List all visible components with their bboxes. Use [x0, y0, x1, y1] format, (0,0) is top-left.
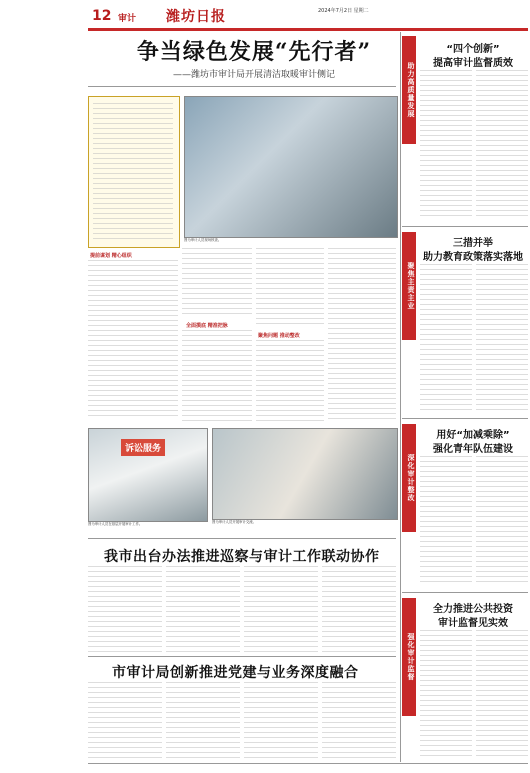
right-article3-col2: [476, 456, 528, 586]
right-tab-4: 强化审计监督: [402, 598, 416, 716]
right-article3-title: 用好“加减乘除”: [436, 430, 510, 441]
footer-rule: [88, 763, 528, 764]
bottom-article1-col4: [322, 566, 396, 652]
photo-audit-inspection: [184, 96, 398, 238]
litigation-service-sign: 诉讼服务: [121, 439, 165, 456]
right-article4-col1: [420, 630, 472, 760]
right-tab-3: 深化审计整改: [402, 424, 416, 532]
right-article1-col1: [420, 70, 472, 220]
right-article2-title: 三措并举: [453, 238, 493, 249]
section-heading-2: 全面摸底 精准把脉: [186, 323, 228, 329]
bottom-article2-col3: [244, 682, 318, 762]
article-column-2a: [182, 248, 252, 318]
divider: [88, 656, 396, 657]
right-article2-col1: [420, 264, 472, 414]
photo2-caption: 图为审计人员在基层开展审计工作。: [88, 522, 143, 526]
article-column-3a: [256, 248, 324, 328]
bottom-article2-title: 市审计局创新推进党建与业务深度融合: [112, 665, 359, 681]
page-header: [0, 0, 530, 30]
right-article4-subtitle: 审计监督见实效: [438, 618, 508, 629]
section-heading-3: 聚焦问题 推动整改: [258, 333, 300, 339]
article-column-2b: [182, 330, 252, 422]
right-article3-subtitle: 强化青年队伍建设: [433, 444, 513, 455]
right-article1-title: “四个创新”: [446, 44, 500, 55]
photo3-caption: 图为审计人员开展审计交流。: [212, 520, 257, 524]
right-article4-col2: [476, 630, 528, 760]
divider: [88, 86, 396, 87]
intro-box: [88, 96, 180, 248]
divider: [402, 418, 528, 419]
right-article2-subtitle: 助力教育政策落实落地: [423, 252, 523, 263]
header-rule: [88, 28, 528, 31]
bottom-article2-col4: [322, 682, 396, 762]
article-column-1: [88, 260, 178, 420]
left-margin: [0, 0, 86, 773]
column-divider: [400, 32, 401, 762]
bottom-article1-col1: [88, 566, 162, 652]
section-name: 审计: [118, 14, 137, 24]
intro-text: [93, 103, 173, 241]
divider: [402, 592, 528, 593]
bottom-article1-col3: [244, 566, 318, 652]
right-article1-subtitle: 提高审计监督质效: [433, 58, 513, 69]
newspaper-logo: 潍坊日报: [166, 9, 226, 25]
right-article1-col2: [476, 70, 528, 220]
bottom-article1-col2: [166, 566, 240, 652]
right-article3-col1: [420, 456, 472, 586]
divider: [88, 538, 396, 539]
section-heading-1: 提前谋划 精心组织: [90, 253, 132, 259]
main-headline: 争当绿色发展“先行者”: [136, 39, 372, 65]
article-column-4: [328, 248, 396, 422]
right-tab-1: 助力高质量发展: [402, 36, 416, 144]
main-subheadline: ——潍坊市审计局开展清洁取暖审计侧记: [172, 70, 335, 80]
right-tab-2: 聚焦主责主业: [402, 232, 416, 340]
divider: [402, 226, 528, 227]
issue-date: 2024年7月2日 星期二: [318, 8, 369, 14]
right-article2-col2: [476, 264, 528, 414]
bottom-article1-title: 我市出台办法推进巡察与审计工作联动协作: [104, 549, 380, 565]
photo-litigation-service: [88, 428, 208, 522]
photo-audit-exchange: [212, 428, 398, 520]
article-column-3b: [256, 340, 324, 422]
bottom-article2-col2: [166, 682, 240, 762]
right-article4-title: 全力推进公共投资: [433, 604, 513, 615]
bottom-article2-col1: [88, 682, 162, 762]
photo1-caption: 图为审计人员现场核查。: [184, 238, 222, 242]
page-number: 12: [92, 8, 112, 24]
